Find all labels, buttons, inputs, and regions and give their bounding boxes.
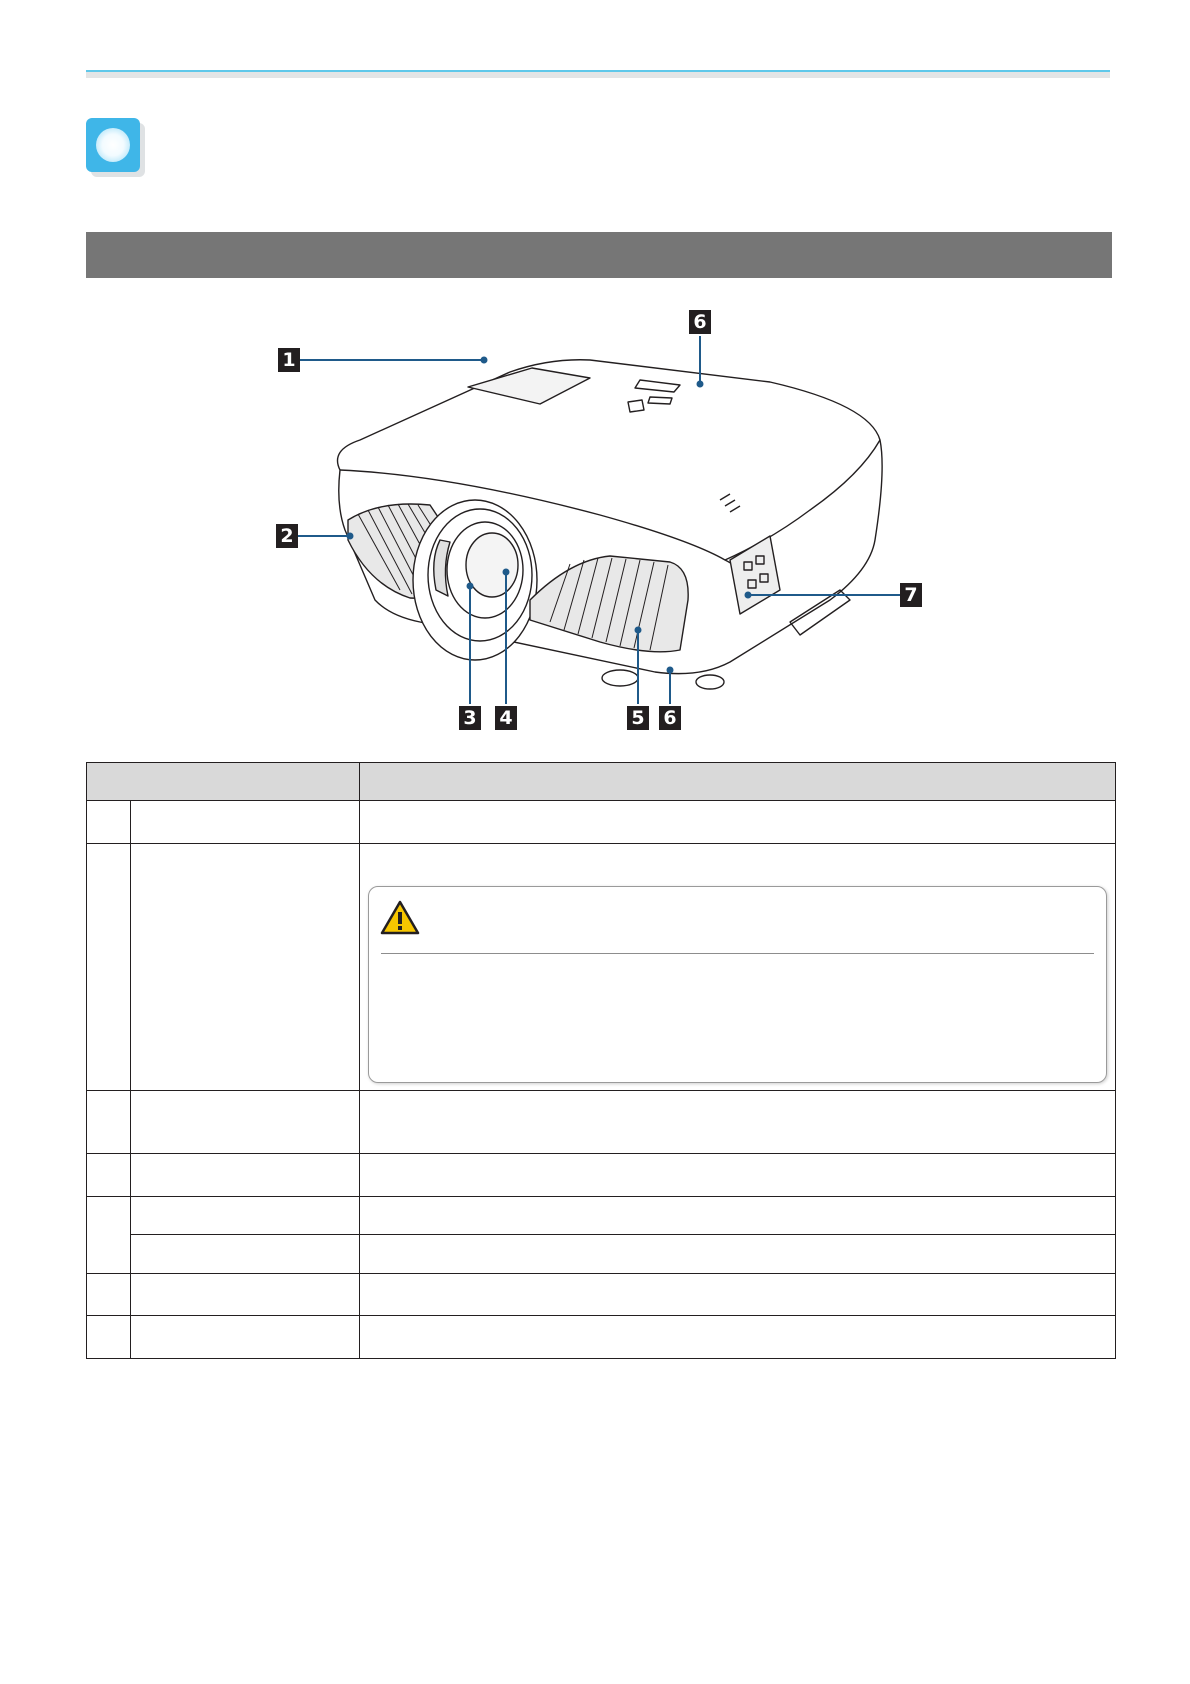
row-name-cell — [131, 1154, 360, 1197]
caution-box — [368, 886, 1107, 1083]
parts-table — [86, 762, 1116, 1359]
table-row — [87, 801, 1116, 844]
header-cell-name — [87, 763, 360, 801]
row-number-cell — [87, 1274, 131, 1316]
row-function-cell — [360, 1316, 1116, 1359]
table-row — [87, 1154, 1116, 1197]
row-name-cell — [131, 1197, 360, 1235]
callout-badge: 6 — [659, 706, 681, 730]
table-row — [87, 1235, 1116, 1274]
projector-front-figure — [270, 300, 930, 750]
row-function-cell — [360, 1154, 1116, 1197]
table-row — [87, 1316, 1116, 1359]
row-function-cell — [360, 1235, 1116, 1274]
row-name-cell — [131, 844, 360, 1091]
row-name-cell — [131, 1235, 360, 1274]
row-function-cell — [360, 1197, 1116, 1235]
row-name-cell — [131, 1091, 360, 1154]
row-number-cell — [87, 1091, 131, 1154]
row-number-cell — [87, 1197, 131, 1274]
callout-badge: 1 — [278, 348, 300, 372]
callout-badge: 4 — [495, 706, 517, 730]
row-number-cell — [87, 844, 131, 1091]
callout-badge: 3 — [459, 706, 481, 730]
section-heading-bar — [86, 232, 1112, 278]
row-name-cell — [131, 1316, 360, 1359]
row-function-cell — [360, 844, 1116, 1091]
row-number-cell — [87, 1154, 131, 1197]
table-header-row — [87, 763, 1116, 801]
projector-illustration — [270, 300, 930, 750]
table-row — [87, 1197, 1116, 1235]
row-number-cell — [87, 1316, 131, 1359]
caution-divider — [381, 953, 1094, 954]
row-function-cell — [360, 1091, 1116, 1154]
chapter-marker-icon — [86, 118, 140, 172]
row-name-cell — [131, 1274, 360, 1316]
row-function-cell — [360, 801, 1116, 844]
row-number-cell — [87, 801, 131, 844]
callout-badge: 7 — [900, 583, 922, 607]
table-row — [87, 1091, 1116, 1154]
row-name-cell — [131, 801, 360, 844]
warning-triangle-icon — [379, 899, 421, 937]
row-function-cell — [360, 1274, 1116, 1316]
table-row — [87, 844, 1116, 1091]
table-row — [87, 1274, 1116, 1316]
header-rule-shadow — [86, 72, 1110, 78]
callout-badge: 6 — [689, 310, 711, 334]
callout-badge: 5 — [627, 706, 649, 730]
header-cell-function — [360, 763, 1116, 801]
callout-badge: 2 — [276, 524, 298, 548]
